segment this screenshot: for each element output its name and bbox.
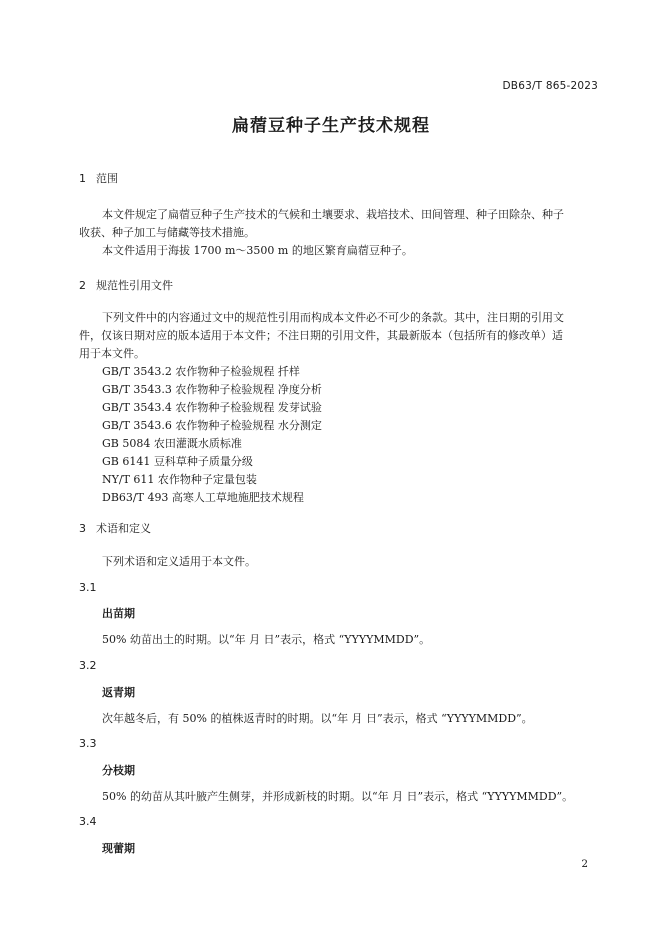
clause-number: 3.1 (79, 581, 97, 594)
clause-number: 3.3 (79, 737, 97, 750)
normative-intro-line-1: 下列文件中的内容通过文中的规范性引用而构成本文件必不可少的条款。其中，注日期的引用文 (102, 311, 564, 324)
section-title: 术语和定义 (96, 522, 151, 535)
reference-item: DB63/T 493 高寒人工草地施肥技术规程 (102, 491, 304, 504)
term-definition: 50% 幼苗出土的时期。以“年 月 日”表示，格式 “YYYYMMDD”。 (102, 633, 431, 646)
reference-item: GB 6141 豆科草种子质量分级 (102, 455, 253, 468)
term-name: 现蕾期 (102, 842, 135, 855)
reference-item: GB 5084 农田灌溉水质标准 (102, 437, 242, 450)
term-name: 出苗期 (102, 607, 135, 620)
document-title: 扁蓿豆种子生产技术规程 (232, 116, 430, 136)
section-title: 范围 (96, 172, 118, 185)
section-3-heading (79, 520, 151, 536)
reference-item: GB/T 3543.4 农作物种子检验规程 发芽试验 (102, 401, 322, 414)
scope-para-line-2: 收获、种子加工与储藏等技术措施。 (79, 226, 255, 239)
section-title: 规范性引用文件 (96, 279, 173, 292)
normative-intro-line-3: 用于本文件。 (79, 347, 145, 360)
reference-item: GB/T 3543.2 农作物种子检验规程 扦样 (102, 365, 300, 378)
reference-item: NY/T 611 农作物种子定量包装 (102, 473, 257, 486)
terms-intro: 下列术语和定义适用于本文件。 (102, 555, 256, 568)
scope-para-2: 本文件适用于海拔 1700 m～3500 m 的地区繁育扁蓿豆种子。 (102, 244, 413, 257)
reference-item: GB/T 3543.3 农作物种子检验规程 净度分析 (102, 383, 322, 396)
section-number: 3 (79, 522, 86, 535)
document-code: DB63/T 865-2023 (502, 80, 598, 92)
clause-number: 3.4 (79, 815, 97, 828)
scope-para-line-1: 本文件规定了扁蓿豆种子生产技术的气候和土壤要求、栽培技术、田间管理、种子田除杂、种子 (102, 208, 564, 221)
term-definition: 50% 的幼苗从其叶腋产生侧芽，并形成新枝的时期。以“年 月 日”表示，格式 “YYYYMMDD”。 (102, 790, 574, 803)
section-2-heading (79, 277, 173, 293)
term-definition: 次年越冬后，有 50% 的植株返青时的时期。以“年 月 日”表示，格式 “YYYYMMDD”。 (102, 712, 533, 725)
section-number: 2 (79, 279, 86, 292)
term-name: 分枝期 (102, 764, 135, 777)
page-number: 2 (581, 858, 588, 870)
reference-item: GB/T 3543.6 农作物种子检验规程 水分测定 (102, 419, 322, 432)
clause-number: 3.2 (79, 659, 97, 672)
section-number: 1 (79, 172, 86, 185)
term-name: 返青期 (102, 686, 135, 699)
section-1-heading (79, 170, 118, 186)
normative-intro-line-2: 件，仅该日期对应的版本适用于本文件；不注日期的引用文件，其最新版本（包括所有的修改单）适 (79, 329, 563, 342)
